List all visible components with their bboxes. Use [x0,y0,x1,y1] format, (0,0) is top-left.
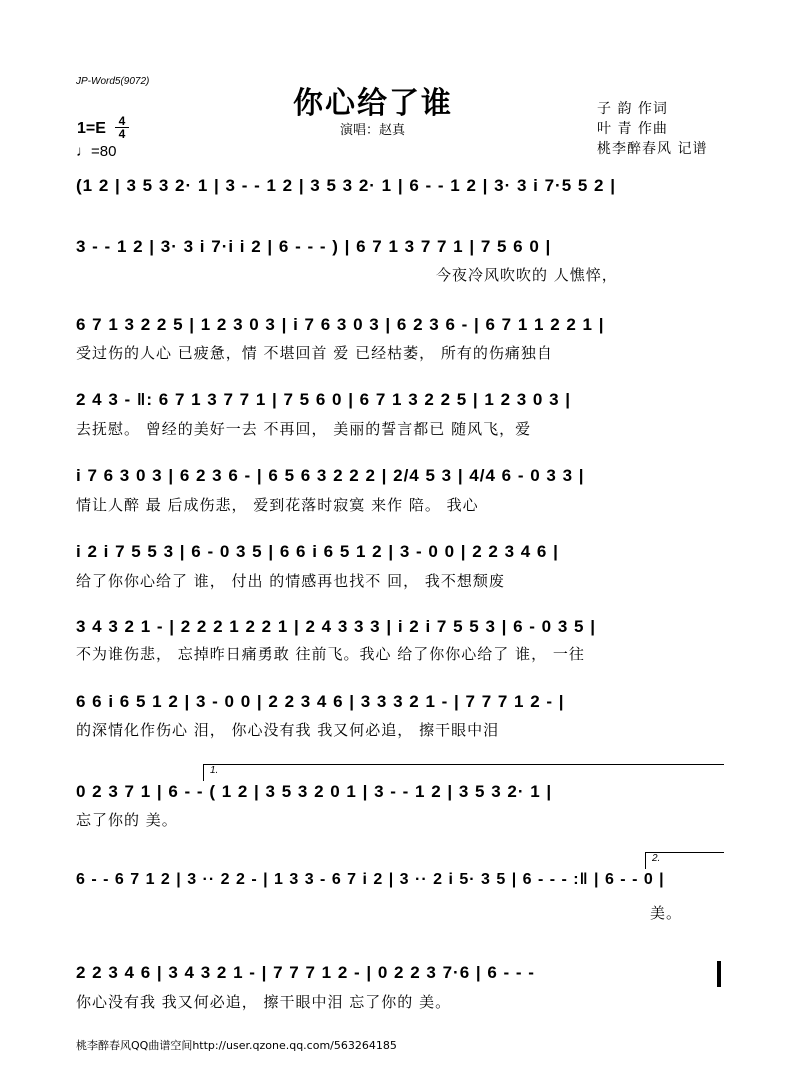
score-line-9: 0 2 3 7 1 | 6 - - ( 1 2 | 3 5 3 2 0 1 | 3 - - 1 2 | 3 5 3 2· 1 | [76,782,553,801]
lyric-line-8: 的深情化作伤心 泪， 你心没有我 我又何必追， 擦干眼中泪 [76,721,500,739]
lyric-line-6: 给了你你心给了 谁， 付出 的情感再也找不 回， 我不想颓废 [76,572,505,590]
score-line-2: 3 - - 1 2 | 3· 3 i 7·i i 2 | 6 - - - ) | 6 7 1 3 7 7 1 | 7 5 6 0 | [76,237,552,256]
lyric-line-5: 情让人醉 最 后成伤悲， 爱到花落时寂寞 来作 陪。 我心 [76,496,479,514]
lyric-line-9: 忘了你的 美。 [76,811,178,829]
key-signature: 1=E [77,120,106,137]
song-title: 你心给了谁 [293,86,453,121]
lyric-line-2: 今夜冷风吹吹的 人憔悴， [436,266,618,284]
score-line-7: 3 4 3 2 1 - | 2 2 2 1 2 2 1 | 2 4 3 3 3 | i 2 i 7 5 5 3 | 6 - 0 3 5 | [76,617,596,636]
lyric-line-7: 不为谁伤悲， 忘掉昨日痛勇敢 往前飞。我心 给了你你心给了 谁， 一往 [76,645,585,663]
score-line-11: 2 2 3 4 6 | 3 4 3 2 1 - | 7 7 7 1 2 - | 0 2 2 3 7·6 | 6 - - - [76,963,535,982]
time-signature [115,115,129,140]
score-line-6: i 2 i 7 5 5 3 | 6 - 0 3 5 | 6 6 i 6 5 1 2 | 3 - 0 0 | 2 2 3 4 6 | [76,542,559,561]
time-signature-top: 4 [118,114,126,128]
composer-credit: 叶 青 作曲 [597,121,668,137]
lyric-line-10: 美。 [650,904,683,922]
score-line-8: 6 6 i 6 5 1 2 | 3 - 0 0 | 2 2 3 4 6 | 3 3 3 2 1 - | 7 7 7 1 2 - | [76,692,565,711]
software-label: JP-Word5(9072) [76,76,150,87]
score-line-10: 6 - - 6 7 1 2 | 3 ·· 2 2 - | 1 3 3 - 6 7 i 2 | 3 ·· 2 i 5· 3 5 | 6 - - - :‖ | 6 - - 0 | [76,871,665,888]
second-ending-number: 2. [652,853,661,864]
score-line-1: (1 2 | 3 5 3 2· 1 | 3 - - 1 2 | 3 5 3 2· 1 | 6 - - 1 2 | 3· 3 i 7·5 5 2 | [76,176,616,195]
final-barline [717,961,721,987]
score-line-3: 6 7 1 3 2 2 5 | 1 2 3 0 3 | i 7 6 3 0 3 | 6 2 3 6 - | 6 7 1 1 2 2 1 | [76,315,605,334]
lyric-line-3: 受过伤的人心 已疲惫，情 不堪回首 爱 已经枯萎， 所有的伤痛独自 [76,344,553,362]
score-line-4: 2 4 3 - ‖: 6 7 1 3 7 7 1 | 7 5 6 0 | 6 7 1 3 2 2 5 | 1 2 3 0 3 | [76,390,572,409]
lyric-line-4: 去抚慰。 曾经的美好一去 不再回， 美丽的誓言都已 随风飞，爱 [76,420,532,438]
transcriber-credit: 桃李醉春风 记谱 [597,141,708,157]
singer-label: 演唱：赵真 [340,123,406,138]
first-ending-bracket [203,764,724,781]
first-ending-number: 1. [210,765,219,776]
lyric-line-11: 你心没有我 我又何必追， 擦干眼中泪 忘了你的 美。 [76,993,452,1011]
tempo-marking: ♩=80 [76,143,117,160]
time-signature-bottom: 4 [115,127,129,140]
lyricist-credit: 子 韵 作词 [597,101,668,117]
footer-credit: 桃李醉春风QQ曲谱空间http://user.qzone.qq.com/563264185 [76,1039,397,1052]
score-line-5: i 7 6 3 0 3 | 6 2 3 6 - | 6 5 6 3 2 2 2 | 2/4 5 3 | 4/4 6 - 0 3 3 | [76,466,585,485]
